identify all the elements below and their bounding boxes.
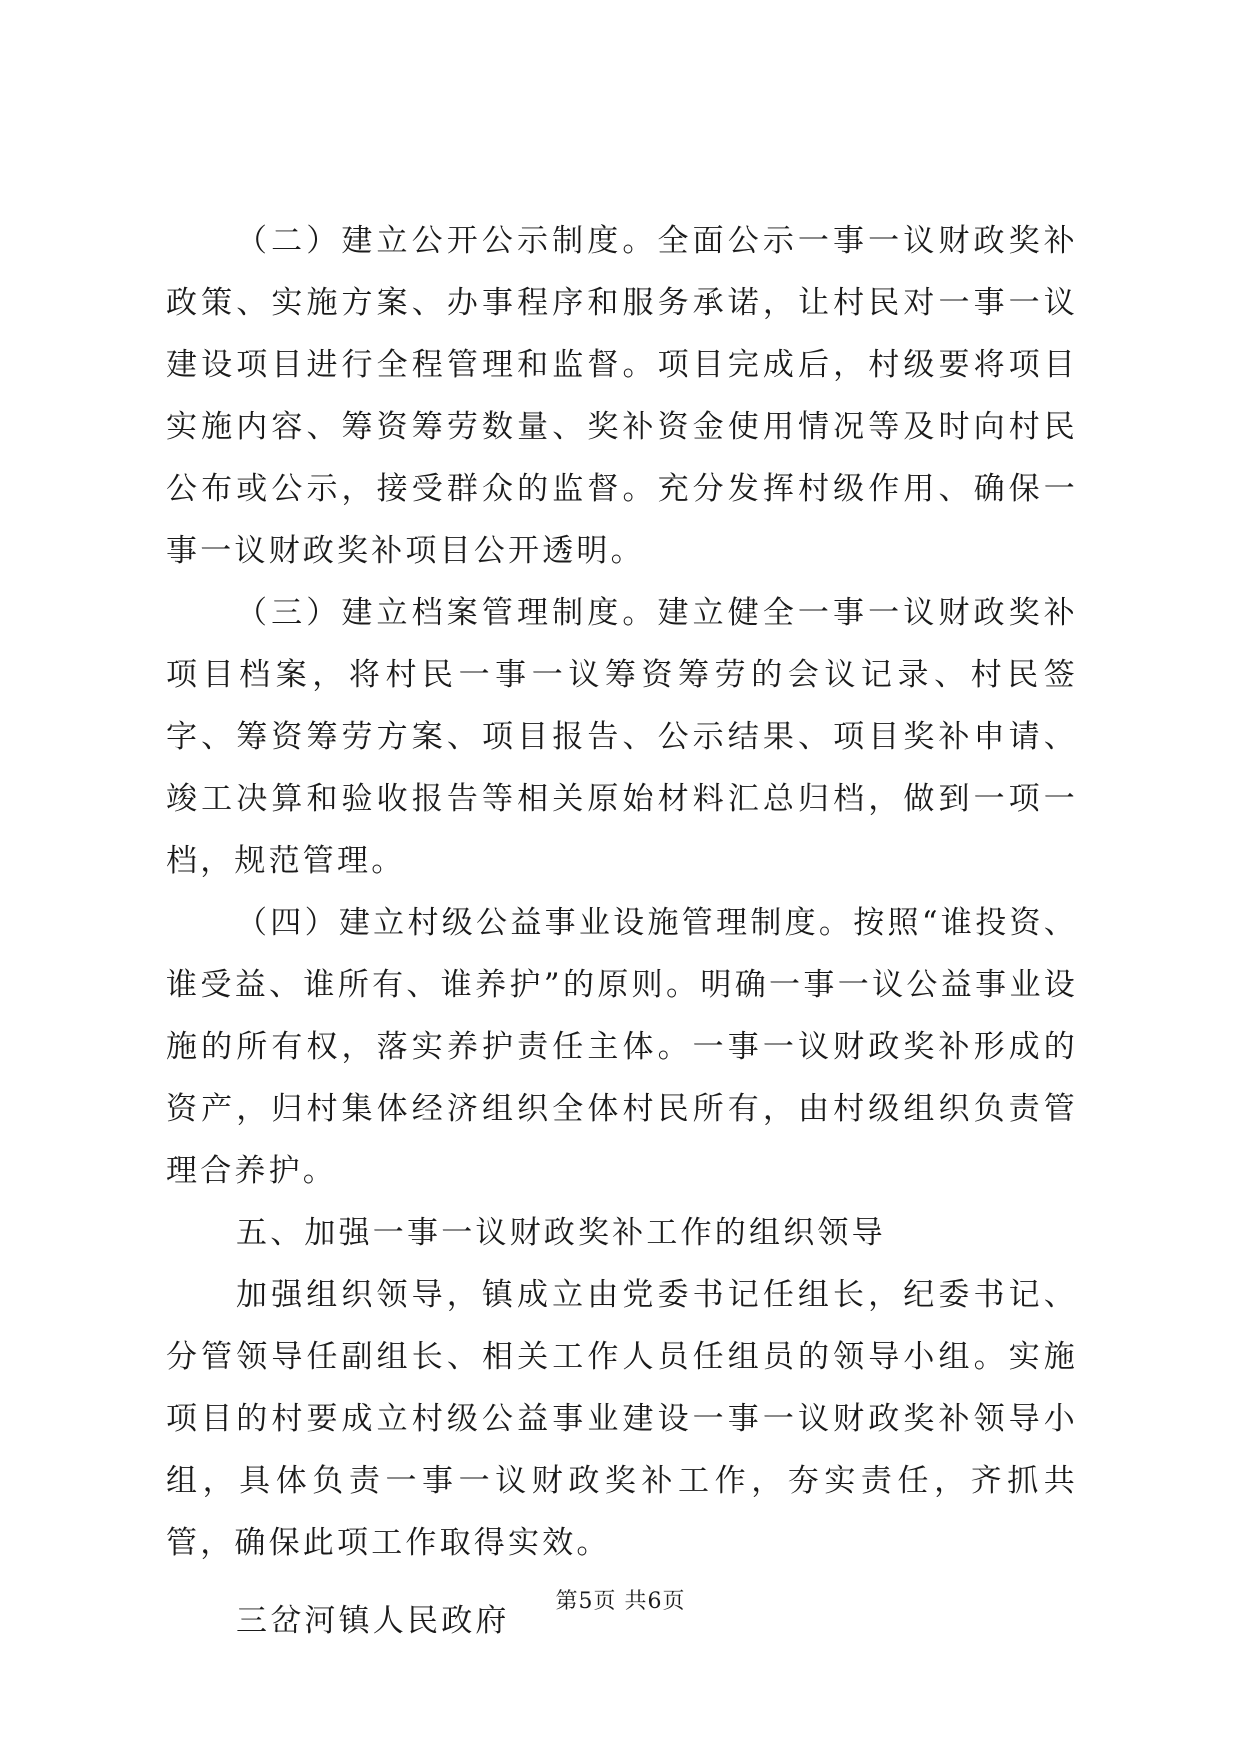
paragraph-archive-management: （三）建立档案管理制度。建立健全一事一议财政奖补项目档案，将村民一事一议筹资筹劳的会议记录、村民签字、筹资筹劳方案、项目报告、公示结果、项目奖补申请、竣工决算和验收报告等相关原始材料汇总归档，做到一项一档，规范管理。 xyxy=(166,595,1078,879)
paragraph-facility-management: （四）建立村级公益事业设施管理制度。按照“谁投资、谁受益、谁所有、谁养护”的原则。明确一事一议公益事业设施的所有权，落实养护责任主体。一事一议财政奖补形成的资产，归村集体经济组织全体村民所有，由村级组织负责管理合养护。 xyxy=(166,905,1078,1189)
document-body xyxy=(166,210,1078,1652)
page-footer: 第5页 共6页 xyxy=(555,1589,686,1614)
signature-issuer: 三岔河镇人民政府 xyxy=(236,1603,510,1639)
paragraph-leadership: 加强组织领导，镇成立由党委书记任组长，纪委书记、分管领导任副组长、相关工作人员任组员的领导小组。实施项目的村要成立村级公益事业建设一事一议财政奖补领导小组，具体负责一事一议财政奖补工作，夯实责任，齐抓共管，确保此项工作取得实效。 xyxy=(166,1277,1078,1561)
paragraph-public-disclosure: （二）建立公开公示制度。全面公示一事一议财政奖补政策、实施方案、办事程序和服务承诺，让村民对一事一议建设项目进行全程管理和监督。项目完成后，村级要将项目实施内容、筹资筹劳数量、奖补资金使用情况等及时向村民公布或公示，接受群众的监督。充分发挥村级作用、确保一事一议财政奖补项目公开透明。 xyxy=(166,223,1078,569)
section-heading-leadership: 五、加强一事一议财政奖补工作的组织领导 xyxy=(236,1215,886,1251)
